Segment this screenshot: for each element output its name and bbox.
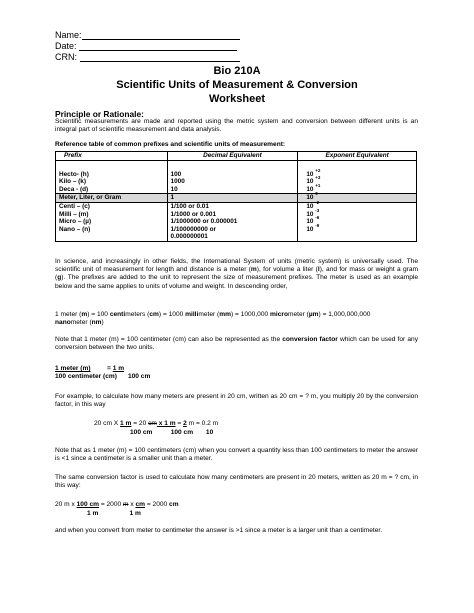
crn-label: CRN: — [55, 52, 77, 62]
name-blank[interactable] — [82, 39, 240, 40]
base-exponent-cell: 10 $^0$ — [298, 194, 417, 203]
conversion-factor-paragraph: Note that 1 meter (m) = 100 centimeter (cm) can also be represented as the conversion factor which can be used for any conversion between the two units. — [55, 336, 418, 352]
base-decimal-cell: 1 — [167, 194, 298, 203]
header-prefix: Prefix — [56, 152, 168, 161]
crn-blank[interactable] — [80, 61, 240, 62]
header-exponent: Exponent Equivalent — [298, 152, 417, 161]
greater-than-paragraph: and when you convert from meter to centimeter the answer is >1 since a meter is a larger unit than a centimeter. — [55, 527, 383, 534]
calc-cm-to-m-bottom: 100 cm 100 cm 10 — [130, 429, 214, 436]
calc-m-to-cm-bottom: 1 m 1 m — [87, 510, 141, 517]
worksheet-subtitle: Worksheet — [208, 93, 266, 105]
conversion-factor-bottom: 100 centimeter (cm) 100 cm — [55, 373, 151, 380]
table-caption: Reference table of common prefixes and scientific units of measurement: — [55, 141, 286, 148]
worksheet-title: Scientific Units of Measurement & Conversion — [116, 79, 358, 91]
exponent-cell: 10 $^{-2}$ 10 $^{-3}$ 10 $^{-6}$ 10 $^{-9}$ — [298, 202, 417, 241]
table-row-base — [56, 194, 417, 203]
less-than-paragraph: Note that as 1 meter (m) = 100 centimeters (cm) when you convert a quantity less than 100 centimeters to meter the answer is <1 since a centimeter is a smaller unit than a meter. — [55, 447, 418, 463]
header-decimal: Decimal Equivalent — [167, 152, 298, 161]
table-row — [56, 160, 417, 194]
same-factor-paragraph: The same conversion factor is used to calculate how many centimeters are present in 20 meters, written as 20 m = ? cm, in this way: — [55, 474, 418, 490]
metric-paragraph: In science, and increasingly in other fields, the International System of units (metric system) is universally used. The scientific unit of measurement for length and distance is a meter (m), for volume a liter (l), and for mass or weight a gram (g). The prefixes are added to the unit to represent the size of measurement prefixes. The meter is used as an example below and the same applies to units of volume and weight. In descending order, — [55, 258, 418, 290]
name-line — [55, 30, 240, 40]
principle-heading: Principle or Rationale: — [55, 109, 144, 119]
base-prefix-cell: Meter, Liter, or Gram — [56, 194, 168, 203]
course-title: Bio 210A — [213, 65, 261, 77]
table-row — [56, 202, 417, 241]
prefix-cell: Centi – (c) Milli – (m) Micro – (µ) Nano – (n) — [56, 202, 168, 241]
name-label: Name: — [55, 30, 82, 40]
calc-m-to-cm-top: 20 m x 100 cm = 2000 m x cm = 2000 cm — [55, 501, 179, 508]
prefix-cell: Hecto- (h) Kilo – (k) Deca - (d) — [56, 160, 168, 194]
table-header-row — [56, 152, 417, 161]
exponent-cell: 10 $^{+2}$ 10 $^{+3}$ 10 $^{+1}$ — [298, 160, 417, 194]
decimal-cell: 100 1000 10 — [167, 160, 298, 194]
unit-series: 1 meter (m) = 100 centimeters (cm) = 1000 millimeter (mm) = 1000,000 micrometer (µm) = 1,000,000,000 nanometer (nm) — [55, 311, 371, 327]
decimal-cell: 1/100 or 0.01 1/1000 or 0.001 1/1000000 or 0.000001 1/100000000 or 0.000000001 — [167, 202, 298, 241]
prefix-table — [55, 151, 417, 242]
example-paragraph: For example, to calculate how many meters are present in 20 cm, written as 20 cm = ? m, you multiply 20 by the conversion factor, in this way — [55, 393, 418, 409]
principle-text: Scientific measurements are made and reported using the metric system and conversion between different units is an integral part of scientific measurement and data analysis. — [55, 118, 418, 134]
date-blank[interactable] — [79, 50, 237, 51]
date-label: Date: — [55, 41, 77, 51]
date-line — [55, 41, 237, 51]
crn-line — [55, 52, 240, 62]
conversion-factor-top: 1 meter (m) = 1 m — [55, 365, 125, 372]
calc-cm-to-m-top: 20 cm X 1 m = 20 cm x 1 m = 2 m = 0.2 m — [94, 420, 219, 427]
